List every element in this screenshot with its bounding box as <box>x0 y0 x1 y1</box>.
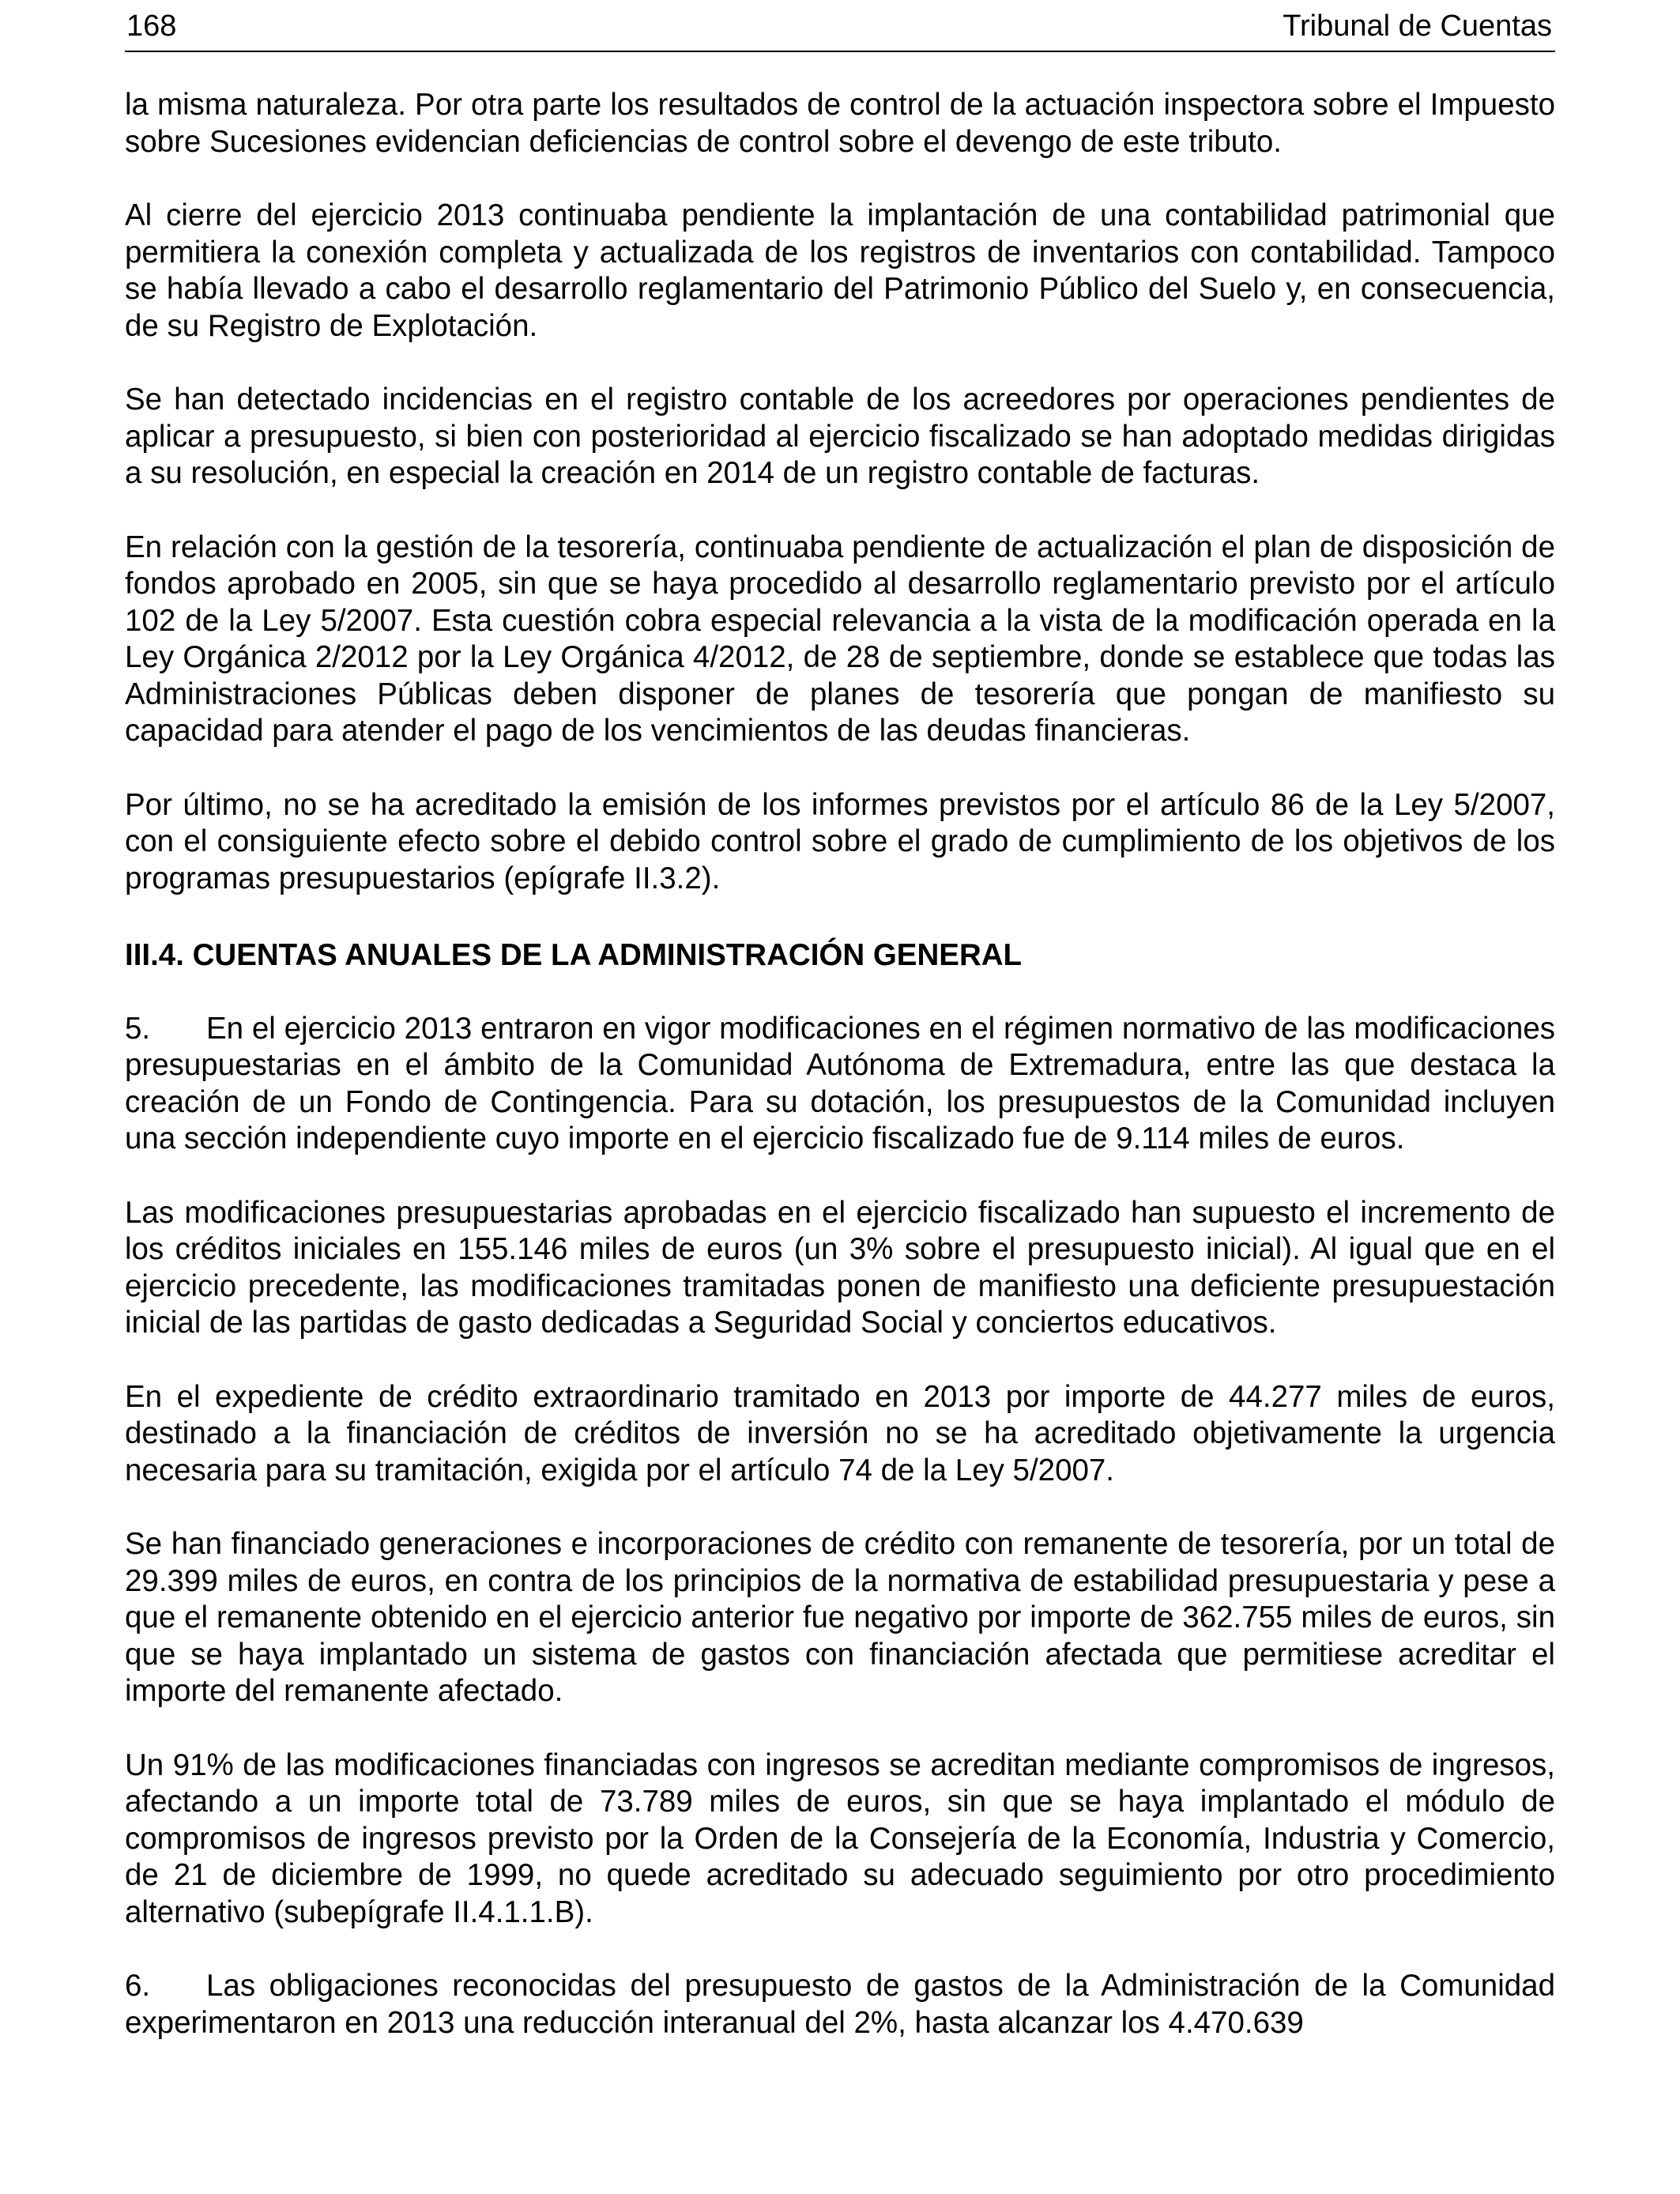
paragraph: Se han financiado generaciones e incorporaciones de crédito con remanente de tesorería, por un total de 29.399 miles de euros, en contra de los principios de la normativa de estabilidad presupuestaria y pese a que el remanente obtenido en el ejercicio anterior fue negativo por importe de 362.755 miles de euros, sin que se haya implantado un sistema de gastos con financiación afectada que permitiese acreditar el importe del remanente afectado. <box>125 1527 1555 1708</box>
section-heading: III.4. CUENTAS ANUALES DE LA ADMINISTRACIÓN GENERAL <box>125 938 1023 972</box>
paragraph: Se han detectado incidencias en el registro contable de los acreedores por operaciones pendientes de aplicar a presupuesto, si bien con posterioridad al ejercicio fiscalizado se han adoptado medidas dirigidas a su resolución, en especial la creación en 2014 de un registro contable de facturas. <box>125 383 1555 490</box>
item-text: En el ejercicio 2013 entraron en vigor modificaciones en el régimen normativo de las modificaciones presupuestarias en el ámbito de la Comunidad Autónoma de Extremadura, entre las que destaca la creación de un Fondo de Contingencia. Para su dotación, los presupuestos de la Comunidad incluyen una sección independiente cuyo importe en el ejercicio fiscalizado fue de 9.114 miles de euros. <box>125 1011 1555 1155</box>
numbered-paragraph-5 <box>125 1011 1555 1158</box>
document-page <box>125 0 1555 2040</box>
paragraph: Al cierre del ejercicio 2013 continuaba pendiente la implantación de una contabilidad patrimonial que permitiera la conexión completa y actualizada de los registros de inventarios con contabilidad. Tampoco se había llevado a cabo el desarrollo reglamentario del Patrimonio Público del Suelo y, en consecuencia, de su Registro de Explotación. <box>125 198 1555 343</box>
numbered-paragraph-6 <box>125 1968 1555 2041</box>
paragraph: la misma naturaleza. Por otra parte los resultados de control de la actuación inspectora sobre el Impuesto sobre Sucesiones evidencian deficiencias de control sobre el devengo de este tributo. <box>125 88 1555 159</box>
document-body <box>125 87 1555 2079</box>
running-title: Tribunal de Cuentas <box>1283 9 1552 43</box>
item-text: Las obligaciones reconocidas del presupuesto de gastos de la Administración de la Comunidad experimentaron en 2013 una reducción interanual del 2%, hasta alcanzar los 4.470.639 <box>125 1969 1555 2040</box>
page-header <box>125 0 1555 52</box>
page-number: 168 <box>126 9 177 43</box>
item-number: 5. <box>125 1011 151 1046</box>
paragraph: Por último, no se ha acreditado la emisión de los informes previstos por el artículo 86 de la Ley 5/2007, con el consiguiente efecto sobre el debido control sobre el grado de cumplimiento de los objetivos de los programas presupuestarios (epígrafe II.3.2). <box>125 787 1555 895</box>
paragraph: En relación con la gestión de la tesorería, continuaba pendiente de actualización el plan de disposición de fondos aprobado en 2005, sin que se haya procedido al desarrollo reglamentario previsto por el artículo 102 de la Ley 5/2007. Esta cuestión cobra especial relevancia a la vista de la modificación operada en la Ley Orgánica 2/2012 por la Ley Orgánica 4/2012, de 28 de septiembre, donde se establece que todas las Administraciones Públicas deben disponer de planes de tesorería que pongan de manifiesto su capacidad para atender el pago de los vencimientos de las deudas financieras. <box>125 530 1555 748</box>
paragraph: Las modificaciones presupuestarias aprobadas en el ejercicio fiscalizado han supuesto el incremento de los créditos iniciales en 155.146 miles de euros (un 3% sobre el presupuesto inicial). Al igual que en el ejercicio precedente, las modificaciones tramitadas ponen de manifiesto una deficiente presupuestación inicial de las partidas de gasto dedicadas a Seguridad Social y conciertos educativos. <box>125 1195 1555 1340</box>
item-number: 6. <box>125 1969 151 2003</box>
paragraph: Un 91% de las modificaciones financiadas con ingresos se acreditan mediante compromisos de ingresos, afectando a un importe total de 73.789 miles de euros, sin que se haya implantado el módulo de compromisos de ingresos previsto por la Orden de la Consejería de la Economía, Industria y Comercio, de 21 de diciembre de 1999, no quede acreditado su adecuado seguimiento por otro procedimiento alternativo (subepígrafe II.4.1.1.B). <box>125 1747 1555 1929</box>
paragraph: En el expediente de crédito extraordinario tramitado en 2013 por importe de 44.277 miles de euros, destinado a la financiación de créditos de inversión no se ha acreditado objetivamente la urgencia necesaria para su tramitación, exigida por el artículo 74 de la Ley 5/2007. <box>125 1379 1555 1487</box>
